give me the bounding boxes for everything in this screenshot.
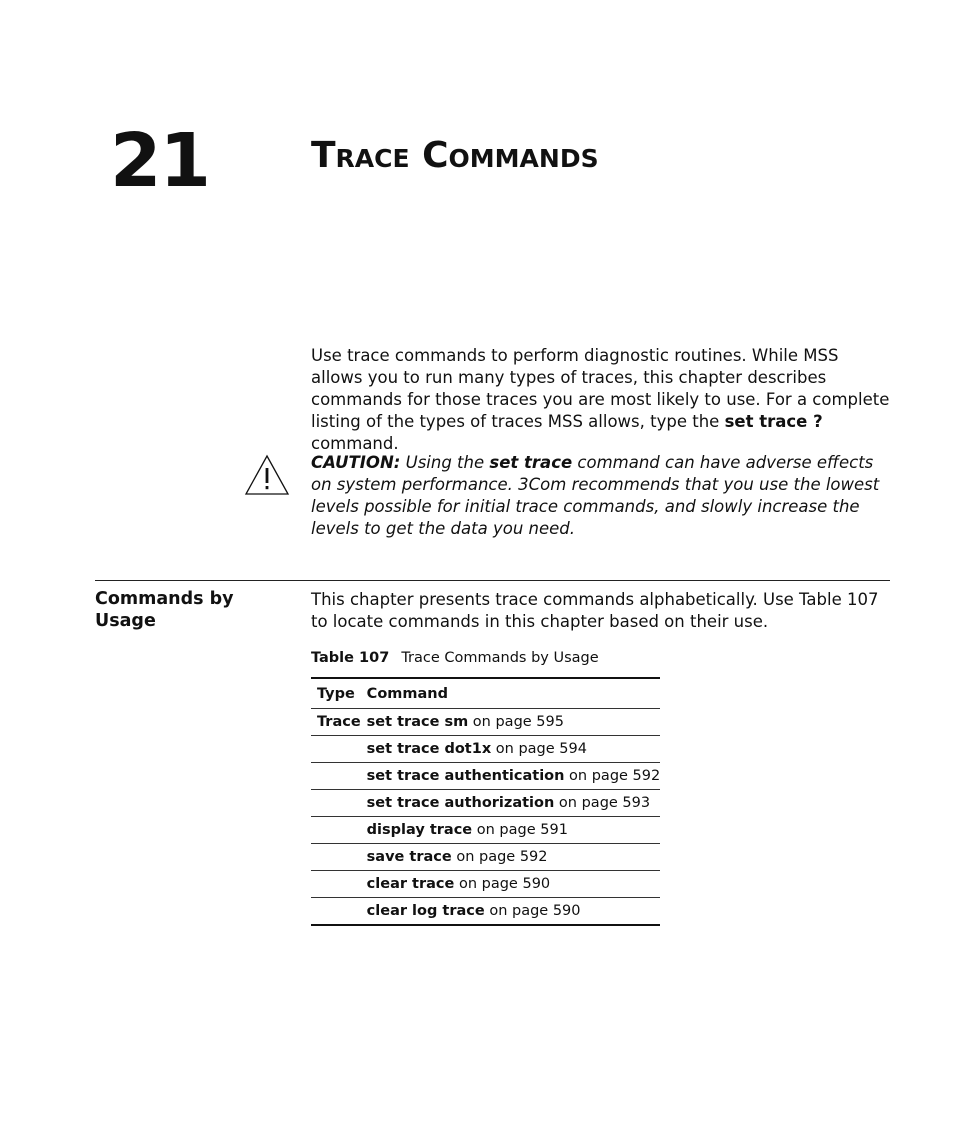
table-caption-text: Trace Commands by Usage [401, 650, 599, 666]
intro-text-before: Use trace commands to perform diagnostic routines. While MSS allows you to run many types of traces, this chapter describes commands for those traces you are most likely to use. For a complete listing of the types of traces MSS allows, type the [311, 346, 890, 431]
chapter-number: 21 [110, 118, 209, 204]
page-ref: on page 594 [491, 741, 587, 757]
caution-text-before: Using the [400, 453, 490, 472]
page-ref: on page 592 [451, 849, 548, 865]
table-row [311, 736, 660, 763]
section-heading: Commands by Usage [95, 589, 234, 631]
caution-paragraph [311, 452, 891, 540]
command-link[interactable]: save trace [366, 849, 452, 865]
page-ref: on page 590 [484, 903, 581, 919]
command-link[interactable]: set trace authorization [366, 795, 555, 811]
command-link[interactable]: set trace dot1x [366, 741, 492, 757]
table-row [311, 844, 660, 871]
row-type [311, 898, 361, 926]
row-type [311, 790, 361, 817]
row-command-cell [361, 817, 661, 844]
row-type [311, 817, 361, 844]
row-type [311, 763, 361, 790]
command-link[interactable]: display trace [366, 822, 473, 838]
intro-paragraph [311, 345, 891, 455]
section-divider [95, 580, 890, 581]
row-command-cell [361, 709, 661, 736]
page-ref: on page 595 [468, 714, 564, 730]
intro-text-after: command. [311, 434, 399, 453]
header-type: Type [311, 678, 361, 709]
row-type [311, 736, 361, 763]
table-row [311, 871, 660, 898]
table-caption [311, 649, 599, 667]
row-command-cell [361, 763, 661, 790]
commands-table [311, 677, 660, 926]
caution-command: set trace [489, 453, 573, 472]
row-command-cell [361, 844, 661, 871]
command-link[interactable]: set trace sm [366, 714, 469, 730]
row-command-cell [361, 736, 661, 763]
chapter-title: Trace Commands [311, 135, 599, 176]
page-ref: on page 592 [564, 768, 661, 784]
table-row [311, 898, 660, 926]
command-link[interactable]: set trace authentication [366, 768, 565, 784]
table-row [311, 790, 660, 817]
page-ref: on page 593 [554, 795, 651, 811]
table-caption-number: Table 107 [311, 650, 390, 666]
header-command: Command [361, 678, 661, 709]
caution-text-after: command can have adverse effects on system performance. 3Com recommends that you use the lowest levels possible for initial trace commands, and slowly increase the levels to get the data you need. [311, 453, 880, 538]
table-row [311, 763, 660, 790]
command-link[interactable]: clear log trace [366, 903, 485, 919]
page-ref: on page 590 [454, 876, 551, 892]
row-type [311, 844, 361, 871]
caution-label: CAUTION: [311, 453, 401, 472]
section-paragraph: This chapter presents trace commands alphabetically. Use Table 107 to locate commands in this chapter based on their use. [311, 590, 879, 631]
row-type [311, 871, 361, 898]
warning-triangle-icon [244, 454, 290, 496]
table-header-row [311, 678, 660, 709]
row-command-cell [361, 898, 661, 926]
command-link[interactable]: clear trace [366, 876, 455, 892]
table-row [311, 817, 660, 844]
row-command-cell [361, 871, 661, 898]
page-ref: on page 591 [472, 822, 568, 838]
row-command-cell [361, 790, 661, 817]
row-type: Trace [311, 709, 361, 736]
intro-command: set trace ? [724, 412, 823, 431]
table-row [311, 709, 660, 736]
